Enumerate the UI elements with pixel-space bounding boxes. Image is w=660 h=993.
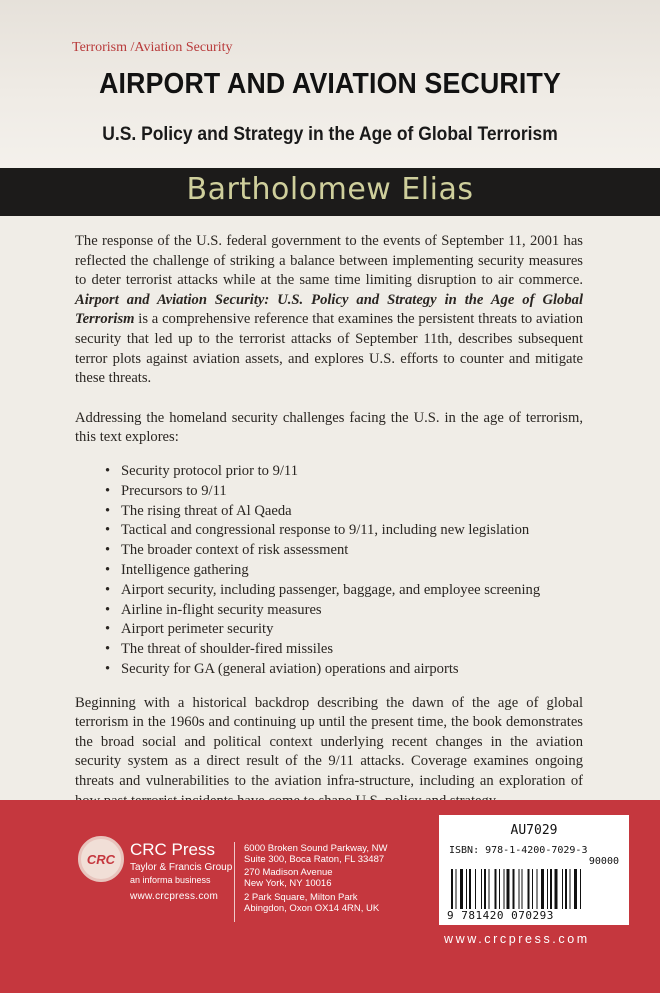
list-item: • Airport security, including passenger, baggage, and employee screening	[105, 581, 583, 601]
publisher-website[interactable]: www.crcpress.com	[444, 932, 590, 946]
back-cover-description	[75, 232, 583, 811]
publisher-website-small[interactable]: www.crcpress.com	[130, 891, 219, 902]
cover-header	[0, 0, 660, 168]
address-line: Suite 300, Boca Raton, FL 33487	[244, 854, 385, 865]
publisher-group: Taylor & Francis Group	[130, 862, 233, 873]
closing-paragraph: Beginning with a historical backdrop describing the dawn of the age of global terrorism in the 1960s and continuing up until the present time, the book demonstrates the broad social and political context underlying recent changes in the aviation security system as a direct result of the 9/11 attacks. Coverage examines ongoing threats and vulnerabilities to the aviation infra-structure, including an exploration of	[75, 694, 583, 790]
list-item: • Security protocol prior to 9/11	[105, 462, 583, 482]
address-line: 6000 Broken Sound Parkway, NW	[244, 843, 388, 854]
category-label: Terrorism /Aviation Security	[72, 40, 233, 55]
author-name: Bartholomew Elias	[186, 172, 474, 207]
crc-logo-icon	[78, 836, 124, 882]
price-code: 90000	[588, 856, 619, 867]
divider	[234, 842, 235, 922]
logo-text: CRC	[86, 852, 116, 867]
intro-paragraph: The response of the U.S. federal government to the events of September 11, 2001 has reflected the challenge of striking a balance between implementing security measures to deter terrorist attacks while at the same time limiting disruption to air commerce. Airport and Aviation Security: U.S. Policy and Strategy in the Age of Global Terrorism is a comprehensive reference that examines the persistent threats to aviation security that led up to the terrorist attacks of September 11th, describes subsequent terror plots against aviation assets, and explores U.S. efforts to counter and mitigate these threats.	[75, 233, 583, 387]
list-item: • The broader context of risk assessment	[105, 541, 583, 561]
publisher-informa: an informa business	[130, 875, 211, 885]
list-item: • Tactical and congressional response to 9/11, including new legislation	[105, 521, 583, 541]
barcode-panel	[439, 815, 629, 925]
author-band	[0, 168, 660, 216]
list-item: • Airport perimeter security	[105, 620, 583, 640]
book-title: AIRPORT AND AVIATION SECURITY	[99, 68, 561, 100]
publisher-name: CRC Press	[130, 840, 216, 859]
isbn-label: ISBN: 978-1-4200-7029-3	[449, 845, 588, 856]
address-line: New York, NY 10016	[244, 878, 332, 889]
list-item: • Airline in-flight security measures	[105, 601, 583, 621]
catalog-code: AU7029	[510, 823, 558, 838]
barcode-icon	[451, 869, 617, 909]
list-item: • The rising threat of Al Qaeda	[105, 502, 583, 522]
list-item: • The threat of shoulder-fired missiles	[105, 640, 583, 660]
book-subtitle: U.S. Policy and Strategy in the Age of Global Terrorism	[102, 124, 558, 145]
address-line: Abingdon, Oxon OX14 4RN, UK	[244, 903, 380, 914]
list-item: • Security for GA (general aviation) operations and airports	[105, 660, 583, 680]
address-line: 270 Madison Avenue	[244, 867, 333, 878]
topics-list	[105, 462, 583, 680]
list-item: • Precursors to 9/11	[105, 482, 583, 502]
book-title-inline: Airport and Aviation Security: U.S. Policy and Strategy in the Age of Global Terrorism	[75, 291, 583, 328]
list-item: • Intelligence gathering	[105, 561, 583, 581]
explores-paragraph: Addressing the homeland security challenges facing the U.S. in the age of terrorism, this text explores:	[75, 409, 583, 446]
address-line: 2 Park Square, Milton Park	[244, 892, 358, 903]
barcode-digits: 9 781420 070293	[447, 909, 554, 922]
